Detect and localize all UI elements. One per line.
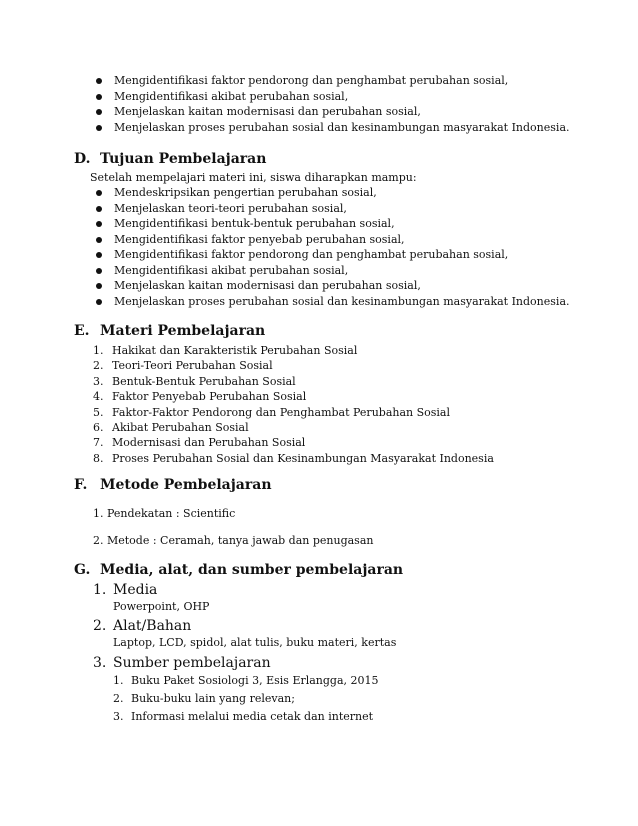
list-item: Mengidentifikasi akibat perubahan sosial,	[90, 263, 570, 279]
item-number: 1.	[93, 582, 107, 598]
objectives-list	[90, 185, 570, 309]
section-letter: D.	[74, 151, 91, 167]
list-item: 8. Proses Perubahan Sosial dan Kesinambungan Masyarakat Indonesia	[93, 451, 494, 465]
list-item: 3. Informasi melalui media cetak dan internet	[113, 710, 374, 723]
list-item: Mengidentifikasi faktor pendorong dan penghambat perubahan sosial,	[90, 73, 570, 89]
sources-item	[93, 654, 379, 726]
tools-item	[93, 617, 396, 650]
list-item: Menjelaskan proses perubahan sosial dan kesinambungan masyarakat Indonesia.	[90, 294, 570, 310]
list-item: Menjelaskan kaitan modernisasi dan perubahan sosial,	[90, 104, 570, 120]
section-d-intro: Setelah mempelajari materi ini, siswa diharapkan mampu:	[90, 171, 417, 184]
materials-list	[93, 343, 494, 466]
section-letter: E.	[74, 323, 90, 339]
item-number: 2.	[93, 618, 107, 634]
section-e-heading	[74, 322, 265, 340]
section-title: Tujuan Pembelajaran	[100, 151, 267, 167]
list-item: Mendeskripsikan pengertian perubahan sosial,	[90, 185, 570, 201]
item-title: Alat/Bahan	[113, 618, 192, 634]
list-item: 2. Teori-Teori Perubahan Sosial	[93, 359, 273, 373]
approach-line: 1. Pendekatan : Scientific	[93, 507, 236, 520]
list-item: 1. Hakikat dan Karakteristik Perubahan Sosial	[93, 344, 358, 357]
item-title: Sumber pembelajaran	[113, 655, 271, 671]
sources-list	[93, 672, 379, 726]
item-title: Media	[113, 582, 158, 598]
list-item: 1. Buku Paket Sosiologi 3, Esis Erlangga, 2015	[113, 674, 379, 687]
item-description: Powerpoint, OHP	[113, 600, 210, 613]
item-description: Laptop, LCD, spidol, alat tulis, buku materi, kertas	[113, 636, 397, 649]
list-item: Mengidentifikasi akibat perubahan sosial,	[90, 89, 570, 105]
list-item: 4. Faktor Penyebab Perubahan Sosial	[93, 390, 307, 404]
section-f-heading	[74, 476, 272, 494]
list-item: 7. Modernisasi dan Perubahan Sosial	[93, 436, 306, 450]
section-d-heading	[74, 150, 266, 168]
media-item	[93, 581, 209, 614]
list-item: Menjelaskan teori-teori perubahan sosial,	[90, 201, 570, 217]
list-item: 3. Bentuk-Bentuk Perubahan Sosial	[93, 374, 296, 388]
list-item: Mengidentifikasi faktor penyebab perubahan sosial,	[90, 232, 570, 248]
continued-bullet-list	[90, 73, 570, 135]
list-item: 2. Buku-buku lain yang relevan;	[113, 692, 295, 705]
list-item: Menjelaskan proses perubahan sosial dan kesinambungan masyarakat Indonesia.	[90, 120, 570, 136]
section-title: Metode Pembelajaran	[100, 477, 272, 493]
method-line: 2. Metode : Ceramah, tanya jawab dan penugasan	[93, 534, 374, 547]
section-title: Materi Pembelajaran	[100, 323, 266, 339]
section-title: Media, alat, dan sumber pembelajaran	[100, 562, 404, 578]
section-letter: F.	[74, 477, 88, 493]
list-item: 5. Faktor-Faktor Pendorong dan Penghambat Perubahan Sosial	[93, 405, 450, 419]
list-item: Mengidentifikasi bentuk-bentuk perubahan sosial,	[90, 216, 570, 232]
item-number: 3.	[93, 655, 107, 671]
list-item: Mengidentifikasi faktor pendorong dan penghambat perubahan sosial,	[90, 247, 570, 263]
list-item: Menjelaskan kaitan modernisasi dan perubahan sosial,	[90, 278, 570, 294]
section-letter: G.	[74, 562, 91, 578]
list-item: 6. Akibat Perubahan Sosial	[93, 421, 249, 435]
section-g-heading	[74, 561, 403, 579]
